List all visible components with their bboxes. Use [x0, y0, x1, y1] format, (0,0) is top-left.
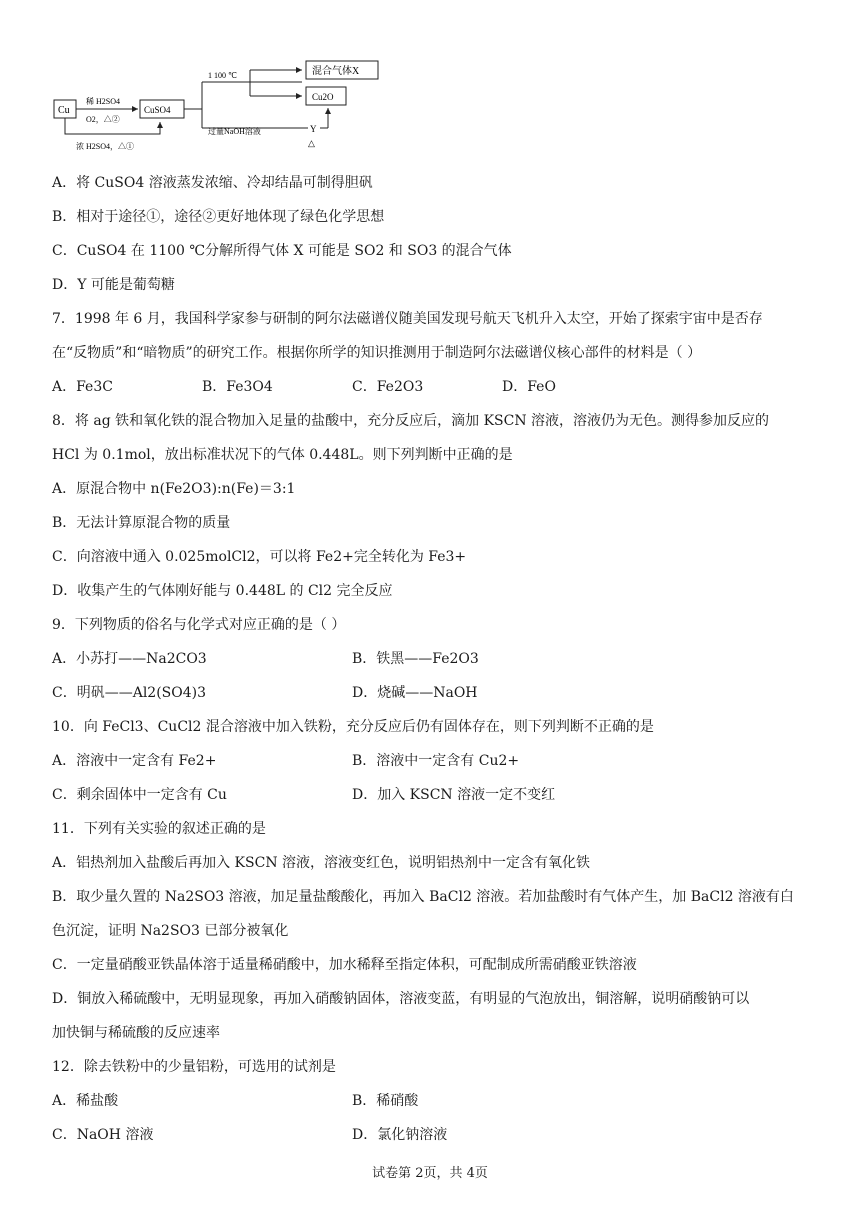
q10-option-a: A．溶液中一定含有 Fe2+	[52, 753, 217, 769]
temp-1100-label: 1 100 ℃	[208, 71, 237, 80]
q11-option-d-line1: D．铜放入稀硫酸中，无明显现象，再加入硝酸钠固体，溶液变蓝，有明显的气泡放出，铜溶解，说明硝酸钠可以	[52, 991, 750, 1007]
q10-option-b: B．溶液中一定含有 Cu2+	[352, 753, 520, 769]
q11-option-d-line2: 加快铜与稀硫酸的反应速率	[52, 1025, 220, 1041]
q12-option-d: D．氯化钠溶液	[352, 1127, 448, 1143]
q8-option-c: C．向溶液中通入 0.025molCl2，可以将 Fe2+完全转化为 Fe3+	[52, 549, 467, 565]
q11-option-b-line1: B．取少量久置的 Na2SO3 溶液，加足量盐酸酸化，再加入 BaCl2 溶液。若加盐酸时有气体产生，加 BaCl2 溶液有白	[52, 889, 794, 905]
q10-stem: 10．向 FeCl3、CuCl2 混合溶液中加入铁粉，充分反应后仍有固体存在，则下列判断不正确的是	[52, 719, 654, 735]
conc-h2so4-route1-label: 浓 H2SO4，△①	[76, 142, 135, 151]
q6-option-b: B．相对于途径①，途径②更好地体现了绿色化学思想	[52, 209, 385, 225]
q12-option-a: A．稀盐酸	[52, 1093, 119, 1109]
q11-stem: 11．下列有关实验的叙述正确的是	[52, 821, 266, 837]
y-label: Y	[310, 124, 317, 134]
q6-option-c: C．CuSO4 在 1100 ℃分解所得气体 X 可能是 SO2 和 SO3 的混合气体	[52, 243, 512, 259]
dilute-h2so4-label: 稀 H2SO4	[86, 97, 121, 106]
q7-option-b: B．Fe3O4	[202, 379, 273, 395]
q11-option-b-line2: 色沉淀，证明 Na2SO3 已部分被氧化	[52, 923, 289, 939]
q10-option-d: D．加入 KSCN 溶液一定不变红	[352, 787, 556, 803]
q9-option-d: D．烧碱——NaOH	[352, 685, 478, 701]
page-footer: 试卷第 2页，共 4页	[372, 1166, 488, 1181]
q12-stem: 12．除去铁粉中的少量铝粉，可选用的试剂是	[52, 1059, 336, 1075]
mixed-gas-x-box: 混合气体X	[312, 66, 360, 77]
delta-label: △	[308, 138, 315, 148]
q8-option-a: A．原混合物中 n(Fe2O3):n(Fe)＝3:1	[52, 481, 296, 497]
cu2o-box: Cu2O	[312, 92, 334, 102]
q7-stem-line1: 7．1998 年 6 月，我国科学家参与研制的阿尔法磁谱仪随美国发现号航天飞机升入太空，开始了探索宇宙中是否存	[52, 311, 763, 327]
q9-option-c: C．明矾——Al2(SO4)3	[52, 685, 207, 701]
q12-option-c: C．NaOH 溶液	[52, 1127, 154, 1143]
q7-option-d: D．FeO	[502, 379, 556, 395]
cu-box: Cu	[58, 105, 70, 116]
q8-option-b: B．无法计算原混合物的质量	[52, 515, 231, 531]
o2-route2-label: O2，△②	[86, 115, 120, 124]
q6-option-a: A．将 CuSO4 溶液蒸发浓缩、冷却结晶可制得胆矾	[52, 175, 373, 191]
q10-option-c: C．剩余固体中一定含有 Cu	[52, 787, 227, 803]
q9-option-a: A．小苏打——Na2CO3	[52, 651, 207, 667]
q8-stem-line2: HCl 为 0.1mol，放出标准状况下的气体 0.448L。则下列判断中正确的是	[52, 447, 513, 463]
q8-stem-line1: 8．将 ag 铁和氧化铁的混合物加入足量的盐酸中，充分反应后，滴加 KSCN 溶液，溶液仍为无色。测得参加反应的	[52, 413, 770, 429]
q7-stem-line2: 在“反物质”和“暗物质”的研究工作。根据你所学的知识推测用于制造阿尔法磁谱仪核心部件的材料是（ ）	[52, 345, 702, 361]
naoh-label: 过量NaOH溶液	[208, 127, 261, 136]
q6-option-d: D．Y 可能是葡萄糖	[52, 277, 175, 293]
q11-option-a: A．铝热剂加入盐酸后再加入 KSCN 溶液，溶液变红色，说明铝热剂中一定含有氧化铁	[52, 855, 591, 871]
q9-option-b: B．铁黑——Fe2O3	[352, 651, 479, 667]
q8-option-d: D．收集产生的气体刚好能与 0.448L 的 Cl2 完全反应	[52, 583, 393, 599]
q7-option-c: C．Fe2O3	[352, 379, 424, 395]
q11-option-c: C．一定量硝酸亚铁晶体溶于适量稀硝酸中，加水稀释至指定体积，可配制成所需硝酸亚铁溶液	[52, 957, 637, 973]
q7-option-a: A．Fe3C	[52, 379, 113, 395]
cuso4-box: CuSO4	[144, 105, 171, 115]
copper-reaction-diagram	[50, 56, 390, 160]
q12-option-b: B．稀硝酸	[352, 1093, 419, 1109]
q9-stem: 9．下列物质的俗名与化学式对应正确的是（ ）	[52, 617, 346, 633]
